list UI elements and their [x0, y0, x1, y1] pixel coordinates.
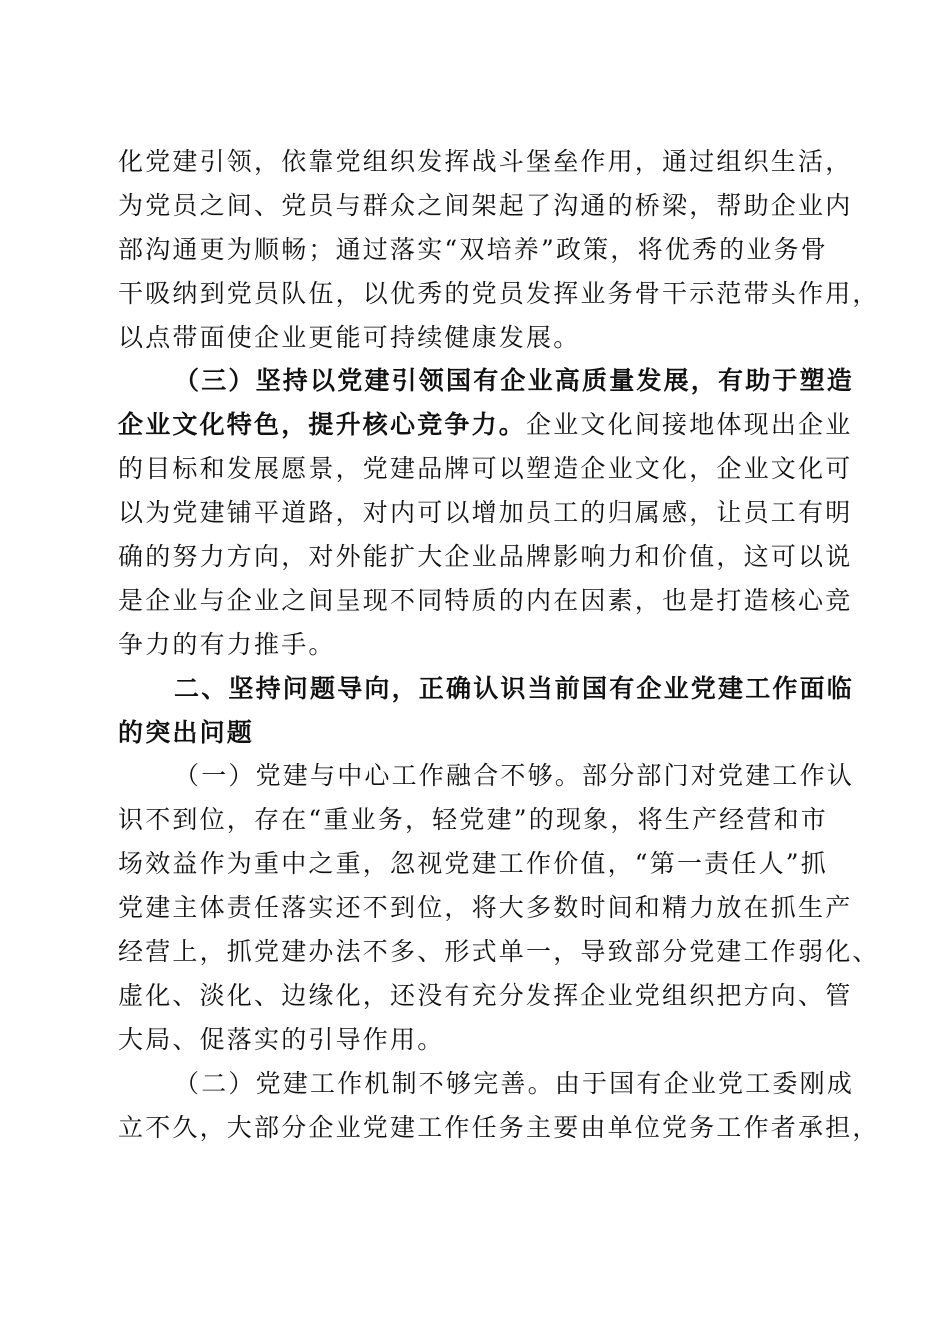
paragraph-two-text-start: 由于国有企业党工委刚成 [554, 1068, 855, 1098]
text-line: 场效益作为重中之重，忽视党建工作价值，“第一责任人”抓 [118, 849, 828, 879]
document-page [118, 140, 880, 1149]
paragraph-three-text-start: 企业文化间接地体现出企业 [526, 410, 853, 440]
text-line: 经营上，抓党建办法不多、形式单一，导致部分党建工作弱化、 [118, 937, 880, 967]
text-line: 是企业与企业之间呈现不同特质的内在因素，也是打造核心竞 [118, 585, 853, 615]
section-heading-line: 二、坚持问题导向，正确认识当前国有企业党建工作面临 [174, 673, 855, 703]
paragraph-one [118, 754, 880, 1061]
text-line: 部沟通更为顺畅；通过落实“双培养”政策，将优秀的业务骨 [118, 234, 828, 264]
paragraph-one-lead: （一）党建与中心工作融合不够。 [174, 761, 583, 791]
paragraph-three-bold-lead-end: 企业文化特色，提升核心竞争力。 [118, 410, 527, 440]
paragraph-three-mixed-line [118, 403, 853, 447]
text-line: 大局、促落实的引导作用。 [118, 1024, 445, 1054]
text-line: 虚化、淡化、边缘化，还没有充分发挥企业党组织把方向、管 [118, 980, 853, 1010]
paragraph-three-bold-lead-line: （三）坚持以党建引领国有企业高质量发展，有助于塑造 [174, 366, 855, 396]
text-line: 以点带面使企业更能可持续健康发展。 [118, 322, 581, 352]
text-line: 为党员之间、党员与群众之间架起了沟通的桥梁，帮助企业内 [118, 190, 853, 220]
paragraph-three [118, 359, 855, 666]
text-line: 的目标和发展愿景，党建品牌可以塑造企业文化，企业文化可 [118, 454, 853, 484]
text-line: 争力的有力推手。 [118, 629, 336, 659]
paragraph-two-first-line [118, 1062, 855, 1106]
text-line: 立不久，大部分企业党建工作任务主要由单位党务工作者承担， [118, 1112, 880, 1142]
paragraph-one-text-start: 部分部门对党建工作认 [582, 761, 855, 791]
paragraph-two [118, 1062, 880, 1150]
paragraph-continuation [118, 140, 880, 359]
text-line: 以为党建铺平道路，对内可以增加员工的归属感，让员工有明 [118, 498, 853, 528]
section-two-heading [118, 667, 855, 755]
text-line: 识不到位，存在“重业务，轻党建”的现象，将生产经营和市 [118, 805, 828, 835]
paragraph-one-first-line [118, 754, 855, 798]
section-heading-line: 的突出问题 [118, 717, 255, 747]
text-line: 党建主体责任落实还不到位，将大多数时间和精力放在抓生产 [118, 893, 853, 923]
text-line: 化党建引领，依靠党组织发挥战斗堡垒作用，通过组织生活， [118, 147, 853, 176]
paragraph-two-lead: （二）党建工作机制不够完善。 [174, 1068, 555, 1098]
text-line: 干吸纳到党员队伍，以优秀的党员发挥业务骨干示范带头作用， [118, 278, 880, 308]
text-line: 确的努力方向，对外能扩大企业品牌影响力和价值，这可以说 [118, 542, 853, 572]
